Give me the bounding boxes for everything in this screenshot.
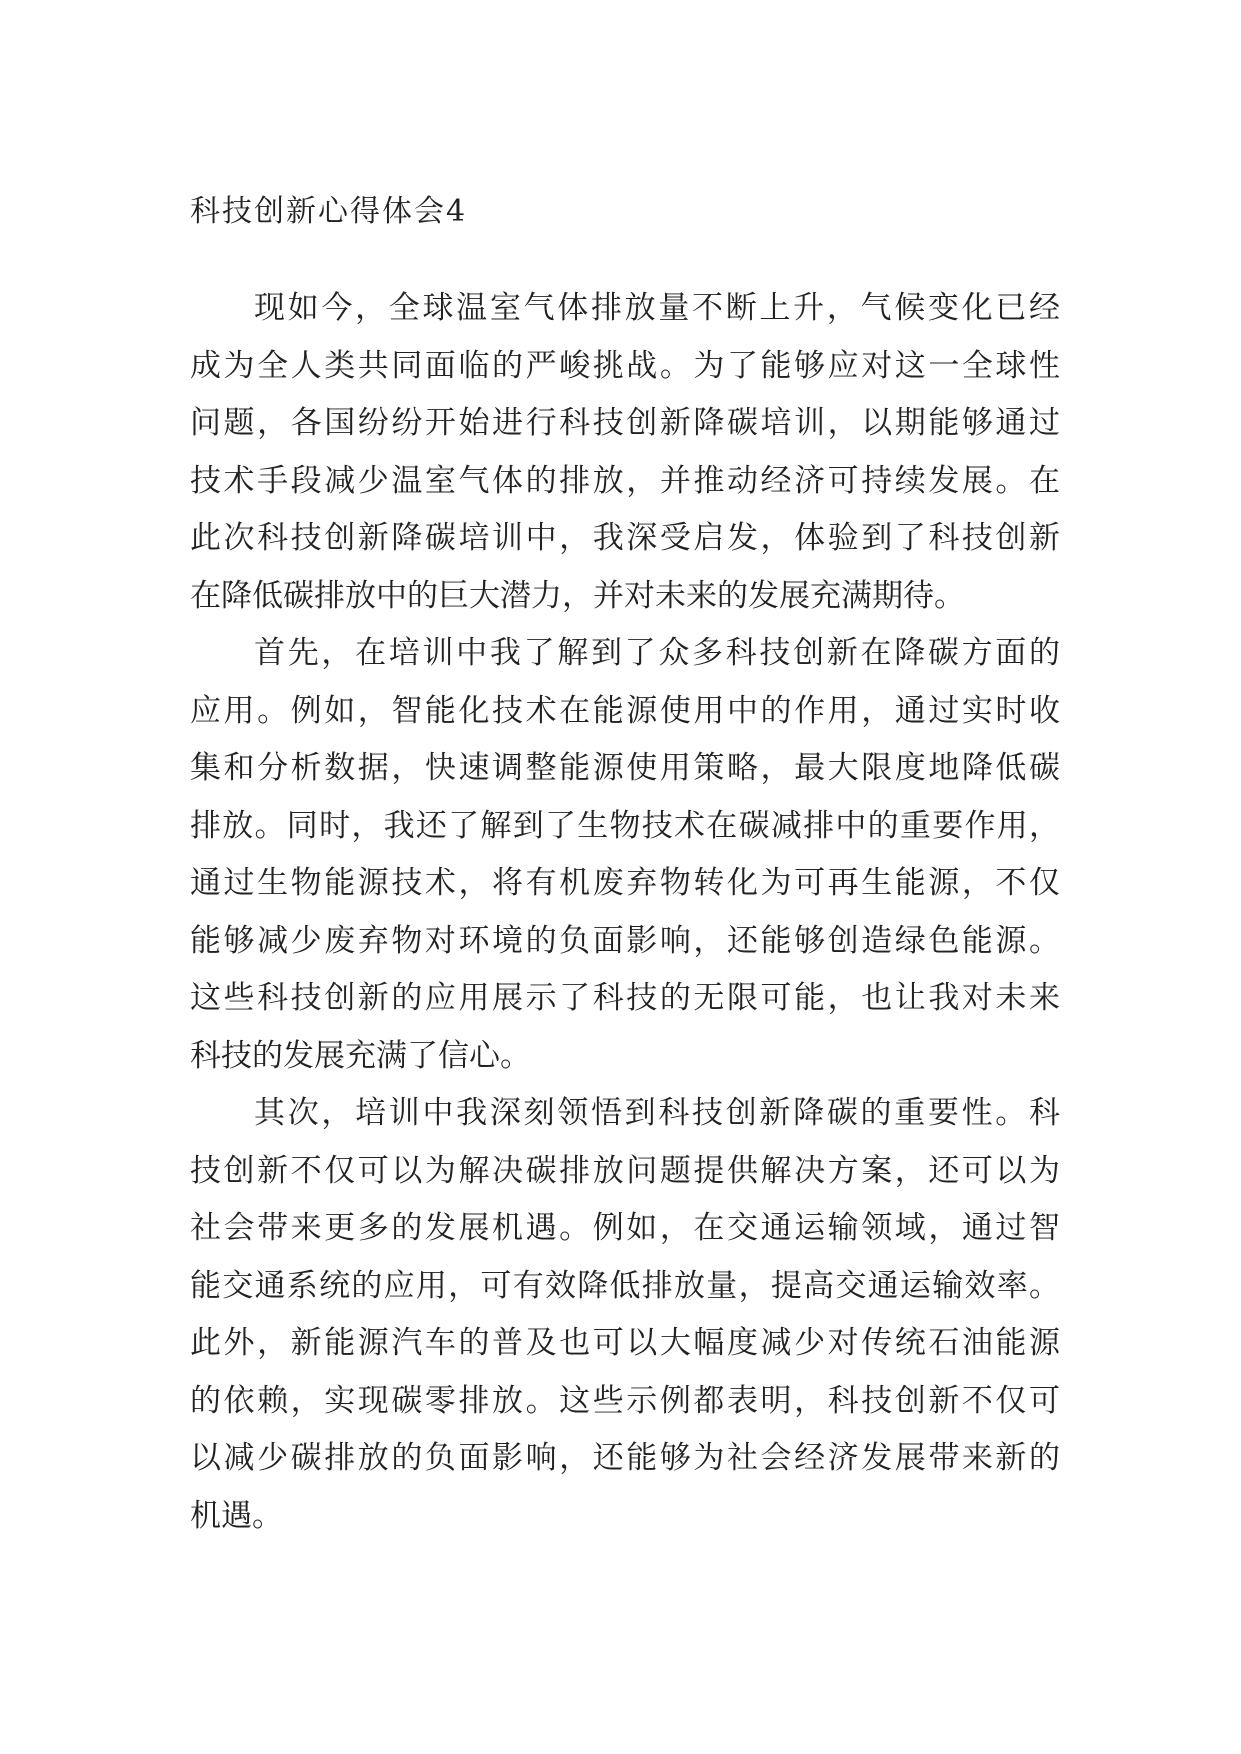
text-line: 技术手段减少温室气体的排放，并推动经济可持续发展。在 — [190, 462, 1060, 499]
text-line: 通过生物能源技术，将有机废弃物转化为可再生能源，不仅 — [190, 865, 1060, 901]
essay-body — [190, 280, 1060, 1545]
text-line: 应用。例如，智能化技术在能源使用中的作用，通过实时收 — [190, 692, 1060, 729]
text-line: 能交通系统的应用，可有效降低排放量，提高交通运输效率。 — [190, 1267, 1060, 1304]
text-line: 社会带来更多的发展机遇。例如，在交通运输领域，通过智 — [190, 1210, 1060, 1246]
page-title: 科技创新心得体会4 — [190, 194, 468, 229]
text-line: 在降低碳排放中的巨大潜力，并对未来的发展充满期待。 — [190, 577, 965, 614]
text-line: 此次科技创新降碳培训中，我深受启发，体验到了科技创新 — [190, 520, 1060, 556]
text-line: 机遇。 — [190, 1497, 283, 1534]
text-line: 科技的发展充满了信心。 — [190, 1037, 531, 1074]
text-line: 首先，在培训中我了解到了众多科技创新在降碳方面的 — [254, 635, 1060, 671]
text-line: 的依赖，实现碳零排放。这些示例都表明，科技创新不仅可 — [190, 1382, 1060, 1419]
text-line: 能够减少废弃物对环境的负面影响，还能够创造绿色能源。 — [190, 922, 1060, 959]
text-line: 此外，新能源汽车的普及也可以大幅度减少对传统石油能源 — [190, 1325, 1060, 1361]
text-line: 这些科技创新的应用展示了科技的无限可能，也让我对未来 — [190, 980, 1060, 1016]
text-line: 问题，各国纷纷开始进行科技创新降碳培训，以期能够通过 — [190, 405, 1060, 441]
text-line: 现如今，全球温室气体排放量不断上升，气候变化已经 — [254, 290, 1060, 326]
text-line: 以减少碳排放的负面影响，还能够为社会经济发展带来新的 — [190, 1440, 1060, 1476]
text-line: 其次，培训中我深刻领悟到科技创新降碳的重要性。科 — [254, 1095, 1060, 1131]
text-line: 成为全人类共同面临的严峻挑战。为了能够应对这一全球性 — [190, 347, 1060, 384]
text-line: 排放。同时，我还了解到了生物技术在碳减排中的重要作用， — [190, 807, 1060, 844]
text-line: 集和分析数据，快速调整能源使用策略，最大限度地降低碳 — [190, 750, 1060, 786]
text-line: 技创新不仅可以为解决碳排放问题提供解决方案，还可以为 — [190, 1152, 1060, 1189]
